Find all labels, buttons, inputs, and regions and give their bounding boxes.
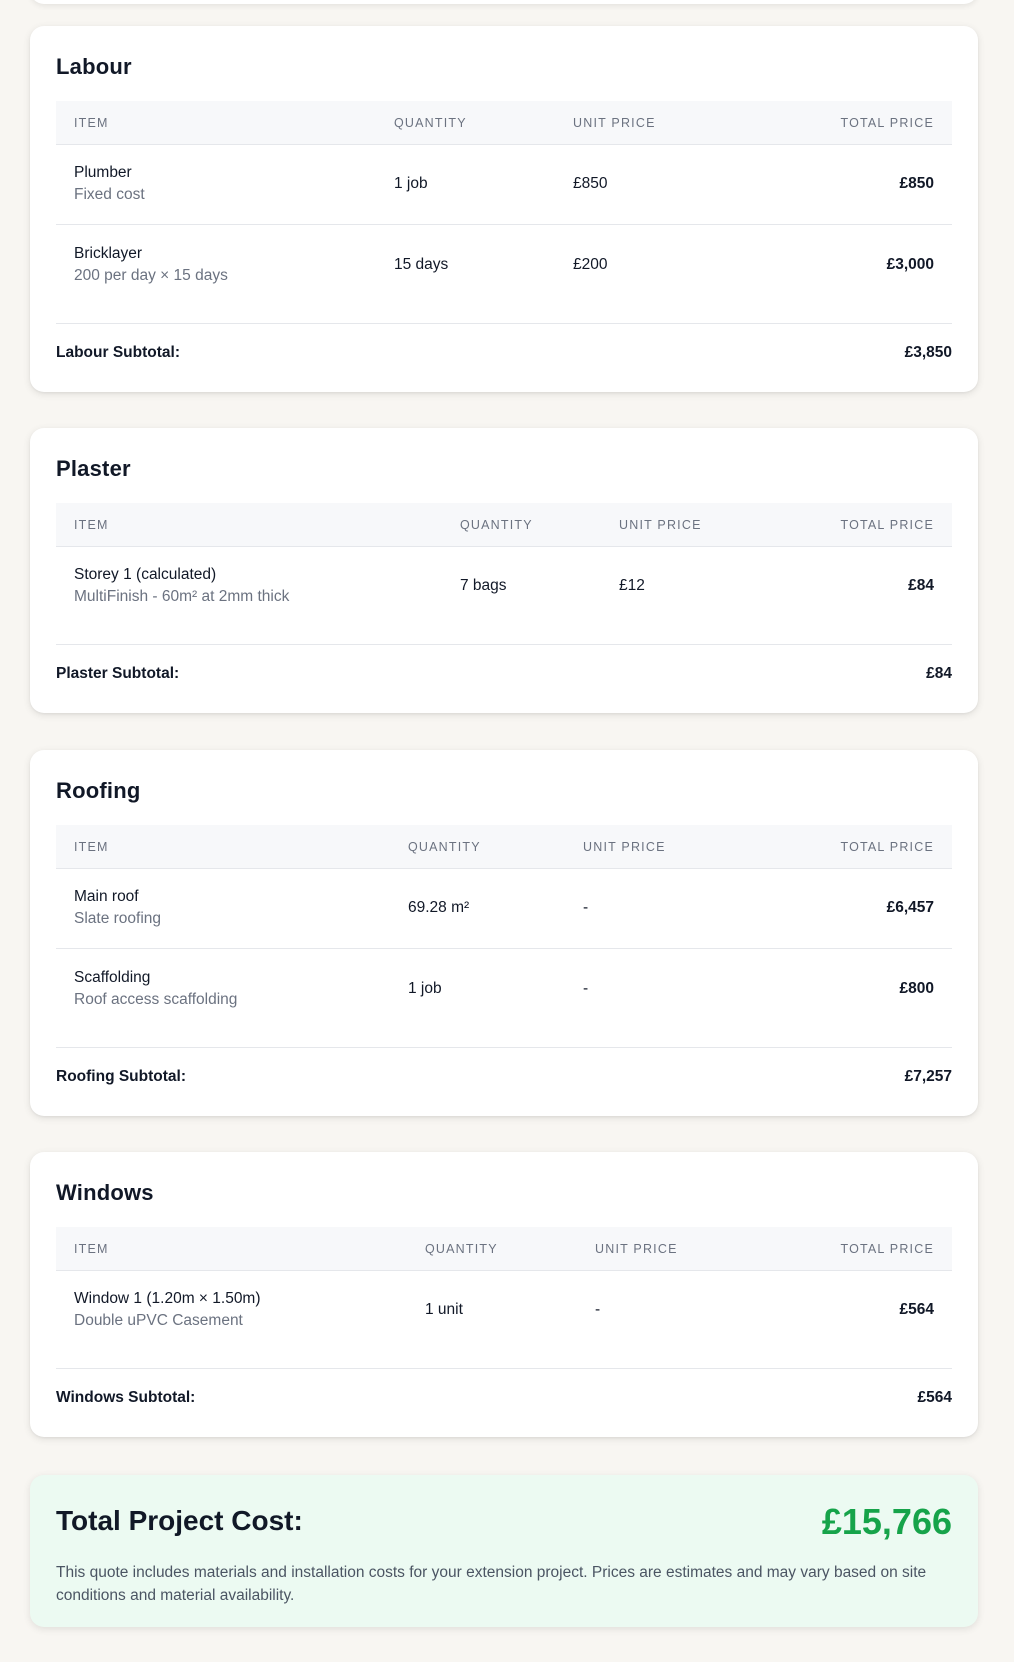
col-quantity: QUANTITY — [425, 1241, 498, 1256]
item-unit-price: £12 — [619, 577, 645, 594]
item-total-price: £84 — [908, 577, 934, 594]
subtotal-label: Labour Subtotal: — [56, 344, 180, 361]
col-item: ITEM — [74, 115, 109, 130]
roofing-table — [56, 825, 952, 1029]
col-unit-price: UNIT PRICE — [573, 115, 656, 130]
section-title: Plaster — [56, 456, 131, 481]
item-total-price: £3,000 — [886, 256, 934, 273]
item-unit-price: £850 — [573, 175, 608, 192]
item-description: MultiFinish - 60m² at 2mm thick — [74, 588, 290, 605]
section-title: Windows — [56, 1180, 154, 1205]
col-total-price: TOTAL PRICE — [840, 839, 934, 854]
item-name: Scaffolding — [74, 969, 151, 986]
item-name: Window 1 (1.20m × 1.50m) — [74, 1290, 261, 1307]
labour-table — [56, 101, 952, 305]
windows-table — [56, 1227, 952, 1351]
item-quantity: 69.28 m² — [408, 899, 470, 916]
col-unit-price: UNIT PRICE — [595, 1241, 678, 1256]
col-quantity: QUANTITY — [408, 839, 481, 854]
col-total-price: TOTAL PRICE — [840, 115, 934, 130]
item-unit-price: - — [583, 899, 589, 916]
col-unit-price: UNIT PRICE — [619, 517, 702, 532]
col-item: ITEM — [74, 839, 109, 854]
col-quantity: QUANTITY — [460, 517, 533, 532]
item-quantity: 1 job — [394, 175, 428, 192]
plaster-table — [56, 503, 952, 627]
total-value: £15,766 — [821, 1501, 952, 1542]
item-total-price: £850 — [899, 175, 934, 192]
item-unit-price: £200 — [573, 256, 608, 273]
item-quantity: 7 bags — [460, 577, 507, 594]
subtotal-value: £564 — [917, 1389, 952, 1406]
table-row — [56, 1271, 952, 1351]
item-name: Plumber — [74, 164, 132, 181]
item-quantity: 1 job — [408, 980, 442, 997]
subtotal-label: Roofing Subtotal: — [56, 1068, 186, 1085]
item-description: 200 per day × 15 days — [74, 267, 228, 284]
item-quantity: 1 unit — [425, 1301, 463, 1318]
table-row — [56, 869, 952, 949]
item-unit-price: - — [595, 1301, 601, 1318]
table-header — [56, 101, 952, 145]
item-description: Roof access scaffolding — [74, 991, 238, 1008]
subtotal-value: £7,257 — [904, 1068, 952, 1085]
plaster-card — [30, 428, 978, 713]
subtotal-value: £3,850 — [904, 344, 952, 361]
subtotal-value: £84 — [926, 665, 952, 682]
section-title: Roofing — [56, 778, 141, 803]
previous-card-edge — [30, 0, 978, 4]
table-row — [56, 225, 952, 305]
table-row — [56, 145, 952, 225]
item-unit-price: - — [583, 980, 589, 997]
item-total-price: £6,457 — [886, 899, 934, 916]
labour-card — [30, 26, 978, 392]
col-total-price: TOTAL PRICE — [840, 517, 934, 532]
table-header — [56, 503, 952, 547]
col-item: ITEM — [74, 1241, 109, 1256]
item-quantity: 15 days — [394, 256, 449, 273]
windows-card — [30, 1152, 978, 1437]
total-project-cost-card — [30, 1475, 978, 1627]
item-name: Storey 1 (calculated) — [74, 566, 217, 583]
table-header — [56, 825, 952, 869]
total-label: Total Project Cost: — [56, 1505, 303, 1536]
item-description: Double uPVC Casement — [74, 1312, 243, 1329]
table-header — [56, 1227, 952, 1271]
table-row — [56, 949, 952, 1029]
section-title: Labour — [56, 54, 132, 79]
roofing-subtotal — [56, 1047, 952, 1115]
item-total-price: £800 — [899, 980, 934, 997]
table-row — [56, 547, 952, 627]
item-description: Fixed cost — [74, 186, 145, 203]
col-unit-price: UNIT PRICE — [583, 839, 666, 854]
quote-disclaimer: This quote includes materials and installation costs for your extension project. Prices are estimates and may vary based on site conditions and material availability. — [56, 1564, 927, 1604]
item-description: Slate roofing — [74, 910, 162, 927]
labour-subtotal — [56, 323, 952, 391]
col-item: ITEM — [74, 517, 109, 532]
col-total-price: TOTAL PRICE — [840, 1241, 934, 1256]
item-name: Bricklayer — [74, 245, 143, 262]
subtotal-label: Windows Subtotal: — [56, 1389, 196, 1406]
item-name: Main roof — [74, 888, 139, 905]
item-total-price: £564 — [899, 1301, 934, 1318]
plaster-subtotal — [56, 644, 952, 712]
roofing-card — [30, 750, 978, 1116]
col-quantity: QUANTITY — [394, 115, 467, 130]
subtotal-label: Plaster Subtotal: — [56, 665, 180, 682]
windows-subtotal — [56, 1368, 952, 1436]
